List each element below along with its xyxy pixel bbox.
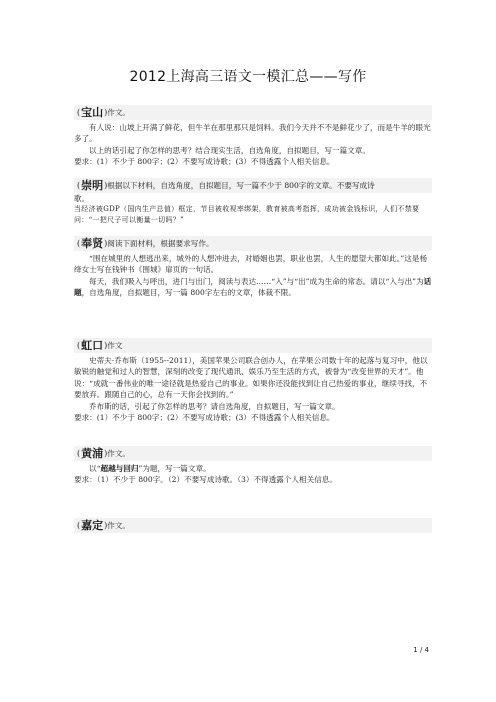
page-number: 1 / 4: [413, 646, 429, 654]
section-baoshan: [74, 105, 432, 168]
section-heading: ( 宝山 ) 作文。: [74, 105, 432, 120]
section-heading: ( 虹口 ) 作文: [74, 338, 432, 353]
section-instruction: 作文。: [107, 107, 131, 117]
requirements-paragraph: 要求：(1）不少于 800字；(2）不要写成诗歌；(3）不得透露个人相关信息。: [74, 413, 335, 423]
prompt-text: 每天，我们吸入与呼出，进门与出门，阅读与表达……“入”与“出”成为生命的常态。请以“入与出”为: [89, 276, 424, 286]
requirements-paragraph: 要求：(1）不少于 800字；(2）不要写成诗歌；(3）不得透露个人相关信息。: [74, 157, 335, 167]
section-hongkou: [74, 338, 432, 423]
section-heading: ( 奉贤 ) 阅读下面材料，根据要求写作。: [74, 236, 432, 251]
material-paragraph: 有人说：山坡上开满了鲜花，但牛羊在那里那只是饲料。我们今天并不不是鲜花少了，而是牛羊的眼光多了。: [74, 123, 431, 144]
prompt-paragraph: 以上的话引起了你怎样的思考？结合现实生活，自选角度，自拟题目，写一篇文章。: [89, 145, 370, 155]
material-paragraph: 史蒂夫·乔布斯（1955--2011），美国苹果公司联合创办人，在苹果公司数十年的起落与复习中，他以敏锐的触觉和过人的智慧，深刻的改变了现代通讯、娱乐乃至生活的方式，被誉为“改变世界的天才”。他说：“成就一番伟业的唯一途径就是热爱自己的事业。如果你还没能找到让自己热爱的事业，继续寻找，不要放弃。跟随自己的心，总有一天你会找到的。”: [74, 356, 428, 400]
section-jiading: [74, 518, 432, 533]
section-chongming: [74, 178, 432, 226]
region-name: 嘉定: [81, 518, 104, 532]
section-instruction-continued: 歌。: [74, 194, 90, 203]
prompt-title: 超越与回归: [100, 464, 139, 473]
section-instruction: 根据以下材料，自选角度，自拟题目，写一篇不少于 800字的文章。不要写成诗: [107, 180, 375, 190]
section-fengxian: [74, 236, 432, 299]
region-name: 黄浦: [81, 446, 104, 460]
section-instruction: 作文: [107, 340, 123, 350]
prompt-paragraph: 乔布斯的话，引起了你怎样的思考？请自选角度，自拟题目，写一篇文章。: [89, 401, 340, 411]
region-name: 宝山: [81, 105, 104, 119]
section-instruction: 阅读下面材料，根据要求写作。: [107, 238, 214, 248]
section-heading: ( 黄浦 ) 作文。: [74, 446, 432, 461]
region-name: 崇明: [81, 178, 104, 192]
region-name: 奉贤: [81, 236, 104, 250]
prompt-text-end: ”为题，写一篇文章。: [138, 464, 211, 473]
material-paragraph: “围在城里的人想逃出来，城外的人想冲进去，对婚姻也罢，职业也罢，人生的愿望大都如此。”这是杨绛女士写在钱钟书《围城》扉页的一句话。: [74, 254, 428, 275]
section-instruction: 作文。: [107, 448, 131, 458]
section-huangpu: [74, 446, 432, 486]
page-title: 2012上海高三语文一模汇总——写作: [129, 69, 367, 85]
material-paragraph: 当经济被GDP（国内生产总值）框定，节目被收视率绑架，教育被高考指挥，成功被金钱标识，人们不禁要问：“一把尺子可以衡量一切吗？”: [74, 205, 420, 225]
region-name: 虹口: [81, 338, 104, 352]
prompt-topic: 话题: [74, 276, 432, 298]
requirements-paragraph: 要求：（1）不少于 800字。（2）不要写成诗歌。（3）不得透露个人相关信息。: [74, 475, 337, 485]
prompt-paragraph: [74, 463, 432, 474]
section-heading: ( 嘉定 ) 作文。: [74, 518, 432, 533]
prompt-text: 以“: [89, 464, 101, 473]
prompt-text-end: ，自选角度，自拟题目，写一篇 800字左右的文章，体裁不限。: [81, 288, 296, 298]
section-instruction: 作文。: [107, 520, 131, 530]
section-heading: ( 崇明 ) 根据以下材料，自选角度，自拟题目，写一篇不少于 800字的文章。不要写成诗: [74, 178, 432, 193]
prompt-paragraph: [74, 276, 432, 299]
